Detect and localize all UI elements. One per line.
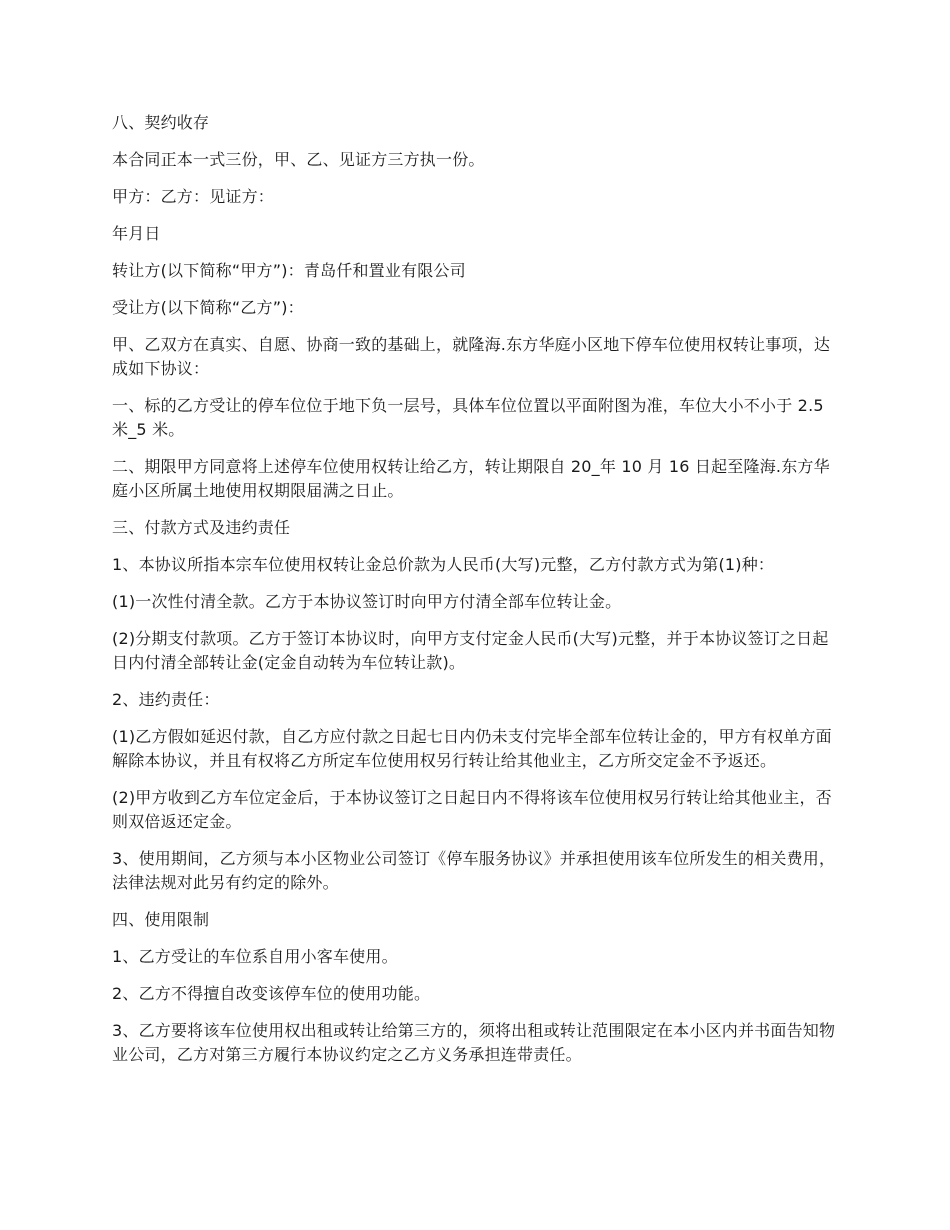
clause-restriction-2: 2、乙方不得擅自改变该停车位的使用功能。: [112, 984, 431, 1003]
transferor-line: 转让方(以下简称“甲方”)：青岛仟和置业有限公司: [112, 261, 466, 280]
section-heading-archive: 八、契约收存: [112, 113, 210, 132]
clause-payment-total: 1、本协议所指本宗车位使用权转让金总价款为人民币(大写)元整，乙方付款方式为第(1)种：: [112, 555, 775, 574]
preamble-paragraph: 甲、乙双方在真实、自愿、协商一致的基础上，就隆海.东方华庭小区地下停车位使用权转让事项，达成如下协议：: [112, 335, 831, 378]
transferee-line: 受让方(以下简称“乙方”)：: [112, 298, 304, 317]
clause-liability-2: (2)甲方收到乙方车位定金后，于本协议签订之日起日内不得将该车位使用权另行转让给其他业主，否则双倍返还定金。: [112, 788, 832, 831]
section-heading-payment: 三、付款方式及违约责任: [112, 518, 291, 537]
clause-payment-option-2: (2)分期支付款项。乙方于签订本协议时，向甲方支付定金人民币(大写)元整，并于本协议签订之日起日内付清全部转让金(定金自动转为车位转让款)。: [112, 629, 829, 672]
document-page: [112, 111, 842, 1080]
section-heading-restrictions: 四、使用限制: [112, 910, 210, 929]
clause-restriction-1: 1、乙方受让的车位系自用小客车使用。: [112, 947, 398, 966]
clause-liability-heading: 2、违约责任：: [112, 690, 220, 709]
clause-term: 二、期限甲方同意将上述停车位使用权转让给乙方，转让期限自 20_年 10 月 16 日起至隆海.东方华庭小区所属土地使用权期限届满之日止。: [112, 457, 830, 500]
copies-paragraph: 本合同正本一式三份，甲、乙、见证方三方执一份。: [112, 150, 485, 169]
clause-restriction-3: 3、乙方要将该车位使用权出租或转让给第三方的，须将出租或转让范围限定在本小区内并书面告知物业公司，乙方对第三方履行本协议约定之乙方义务承担连带责任。: [112, 1021, 836, 1064]
clause-liability-1: (1)乙方假如延迟付款，自乙方应付款之日起七日内仍未支付完毕全部车位转让金的，甲方有权单方面解除本协议，并且有权将乙方所定车位使用权另行转让给其他业主，乙方所交定金不予返还。: [112, 727, 832, 770]
signature-line: 甲方：乙方：见证方：: [112, 187, 275, 206]
date-line: 年月日: [112, 224, 161, 243]
clause-usage-fees: 3、使用期间，乙方须与本小区物业公司签订《停车服务协议》并承担使用该车位所发生的相关费用，法律法规对此另有约定的除外。: [112, 849, 836, 892]
clause-subject: 一、标的乙方受让的停车位位于地下负一层号，具体车位位置以平面附图为准，车位大小不小于 2.5 米_5 米。: [112, 396, 824, 439]
clause-payment-option-1: (1)一次性付清全款。乙方于本协议签订时向甲方付清全部车位转让金。: [112, 592, 622, 611]
